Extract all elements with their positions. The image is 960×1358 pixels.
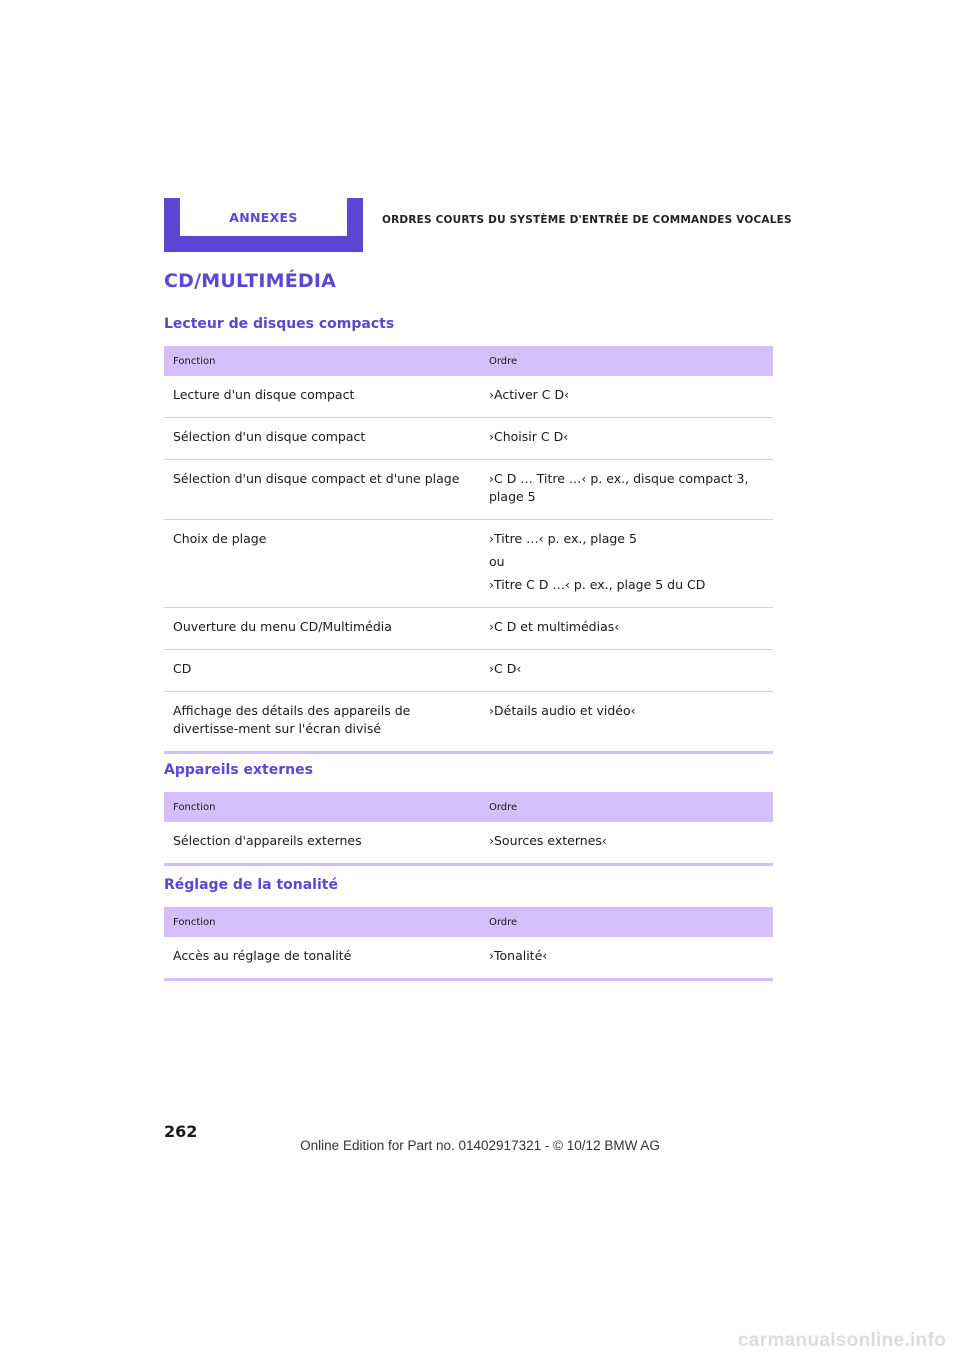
command-text: ›Activer C D‹ <box>489 387 570 402</box>
function-cell: Accès au réglage de tonalité <box>164 937 480 980</box>
command-cell <box>480 376 773 418</box>
section-title: Appareils externes <box>164 762 313 778</box>
section-title: Réglage de la tonalité <box>164 877 338 893</box>
command-cell <box>480 418 773 460</box>
table-header-row <box>164 792 773 822</box>
column-header-command: Ordre <box>489 801 518 813</box>
chapter-tab-label: ANNEXES <box>180 198 347 236</box>
command-text: ›Titre …‹ p. ex., plage 5 <box>489 531 637 546</box>
section-title: Lecteur de disques compacts <box>164 316 395 332</box>
function-cell: Choix de plage <box>164 520 480 608</box>
function-cell: Affichage des détails des appareils de divertisse-ment sur l'écran divisé <box>164 692 480 753</box>
command-cell <box>480 650 773 692</box>
table-row <box>164 937 773 980</box>
command-text: ›C D‹ <box>489 661 522 676</box>
page-title: CD/MULTIMÉDIA <box>164 270 337 292</box>
commands-table <box>164 346 773 754</box>
command-text: ›Détails audio et vidéo‹ <box>489 703 636 718</box>
command-cell <box>480 460 773 520</box>
column-header-function: Fonction <box>173 355 216 367</box>
function-cell: CD <box>164 650 480 692</box>
function-cell: Ouverture du menu CD/Multimédia <box>164 608 480 650</box>
command-cell <box>480 692 773 753</box>
command-text: ›Sources externes‹ <box>489 833 607 848</box>
column-header-command: Ordre <box>489 916 518 928</box>
command-text: ou <box>489 554 505 569</box>
table-row <box>164 822 773 865</box>
commands-table <box>164 792 773 866</box>
command-text: ›C D … Titre …‹ p. ex., disque compact 3, plage 5 <box>489 471 749 504</box>
running-header: ORDRES COURTS DU SYSTÈME D'ENTRÉE DE COMMANDES VOCALES <box>382 214 792 226</box>
table-row <box>164 608 773 650</box>
command-text: ›C D et multimédias‹ <box>489 619 620 634</box>
column-header-function: Fonction <box>173 801 216 813</box>
table-row <box>164 650 773 692</box>
table-row <box>164 692 773 753</box>
function-cell: Sélection d'un disque compact et d'une plage <box>164 460 480 520</box>
page-number: 262 <box>164 1122 198 1141</box>
commands-table <box>164 907 773 981</box>
function-cell: Lecture d'un disque compact <box>164 376 480 418</box>
command-cell <box>480 520 773 608</box>
command-cell <box>480 937 773 980</box>
section-tone-settings <box>164 875 773 981</box>
column-header-function: Fonction <box>173 916 216 928</box>
function-cell: Sélection d'un disque compact <box>164 418 480 460</box>
table-header-row <box>164 346 773 376</box>
table-header-row <box>164 907 773 937</box>
command-cell <box>480 608 773 650</box>
table-row <box>164 460 773 520</box>
command-cell <box>480 822 773 865</box>
table-row <box>164 418 773 460</box>
command-text: ›Tonalité‹ <box>489 948 548 963</box>
section-compact-disc-player <box>164 314 773 754</box>
watermark: carmanualsonline.info <box>738 1330 946 1351</box>
chapter-tab <box>164 198 363 252</box>
command-text: ›Titre C D …‹ p. ex., plage 5 du CD <box>489 577 706 592</box>
column-header-command: Ordre <box>489 355 518 367</box>
function-cell: Sélection d'appareils externes <box>164 822 480 865</box>
table-row <box>164 376 773 418</box>
footer-edition-note: Online Edition for Part no. 01402917321 - © 10/12 BMW AG <box>300 1138 660 1153</box>
section-external-devices <box>164 760 773 866</box>
table-row <box>164 520 773 608</box>
command-text: ›Choisir C D‹ <box>489 429 569 444</box>
